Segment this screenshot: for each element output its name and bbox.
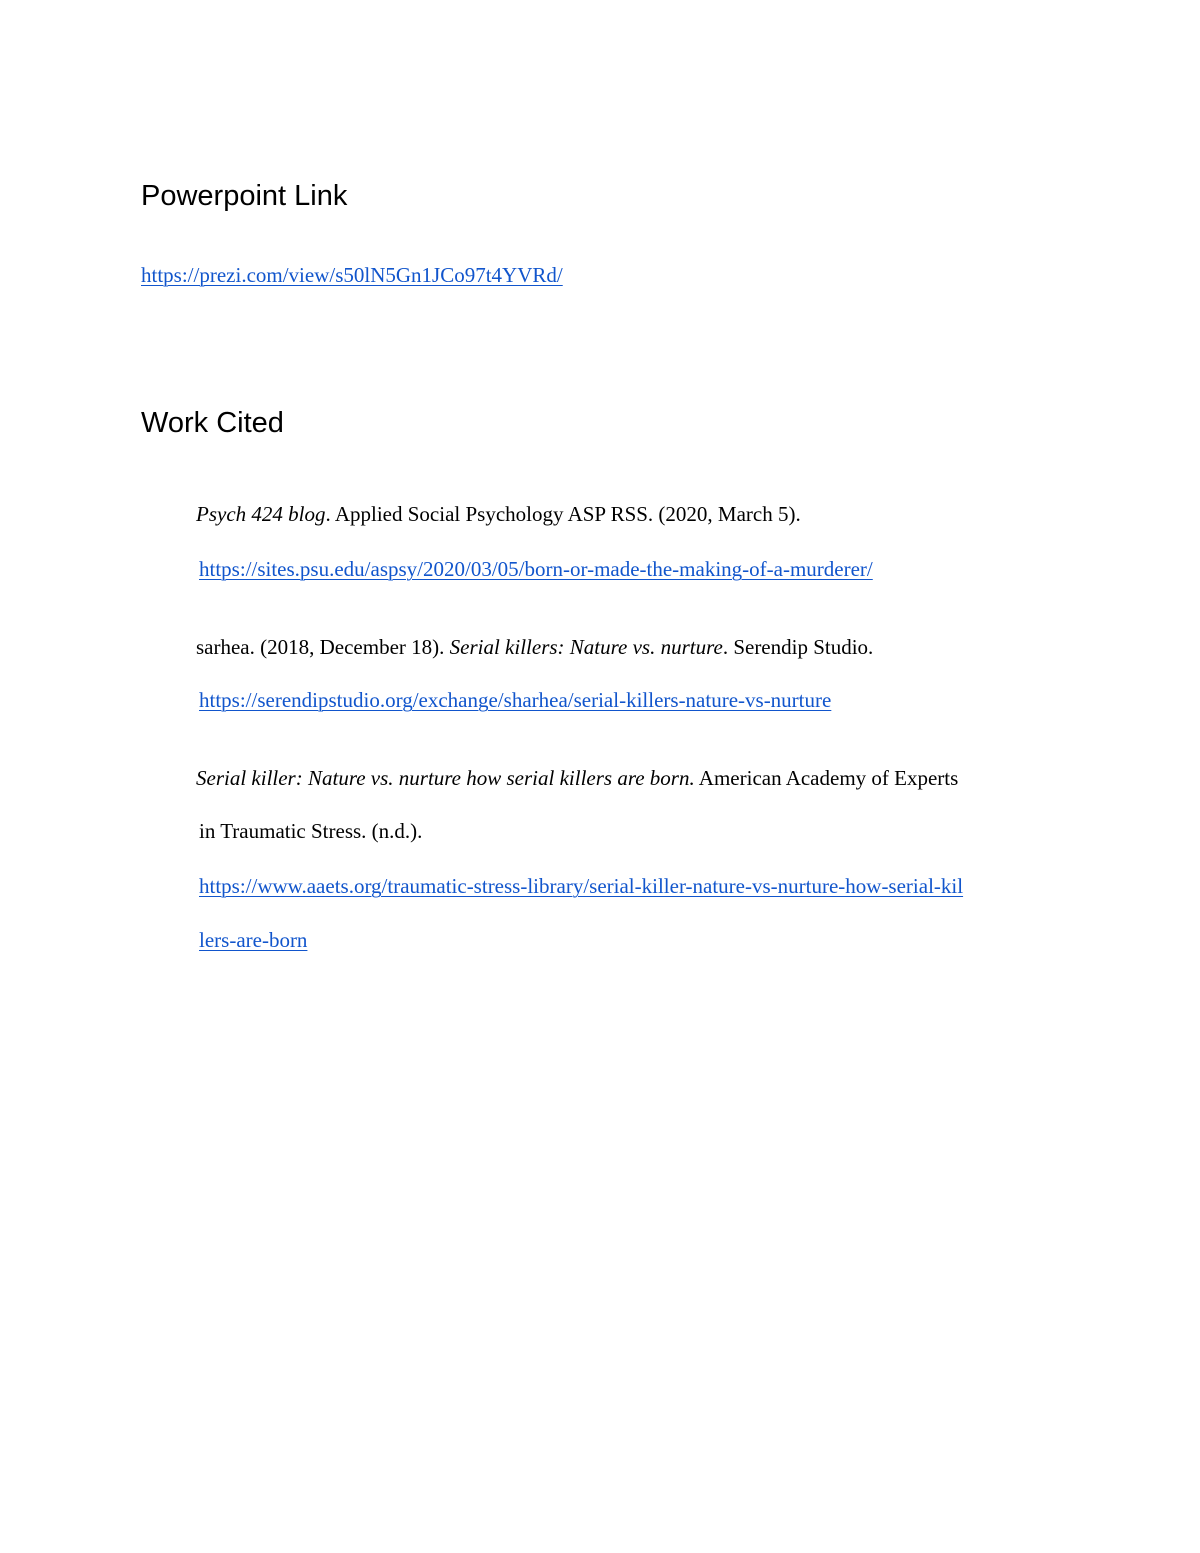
reference-2-url-line xyxy=(199,685,831,715)
reference-3-url-line-2 xyxy=(199,925,307,955)
work-cited-heading: Work Cited xyxy=(141,407,284,439)
reference-3-url-line-1 xyxy=(199,871,963,901)
reference-3-title: Serial killer: Nature vs. nurture how serial killers are born. xyxy=(196,766,695,790)
reference-2-details: . Serendip Studio. xyxy=(722,635,874,659)
reference-1-url-line xyxy=(199,554,873,584)
reference-1-details: . Applied Social Psychology ASP RSS. (2020, March 5). xyxy=(325,502,801,526)
reference-1-link[interactable]: https://sites.psu.edu/aspsy/2020/03/05/born-or-made-the-making-of-a-murderer/ xyxy=(199,557,873,581)
reference-3-link-part-2[interactable]: lers-are-born xyxy=(199,928,308,952)
powerpoint-heading: Powerpoint Link xyxy=(141,180,348,212)
prezi-link[interactable]: https://prezi.com/view/s50lN5Gn1JCo97t4YVRd/ xyxy=(141,263,563,287)
reference-3-details-line-2: in Traumatic Stress. (n.d.). xyxy=(199,819,423,843)
reference-3-details-line-1: American Academy of Experts xyxy=(694,766,959,790)
reference-2-title: Serial killers: Nature vs. nurture xyxy=(449,635,723,659)
reference-3-link-part-1[interactable]: https://www.aaets.org/traumatic-stress-library/serial-killer-nature-vs-nurture-how-serial-kil xyxy=(199,874,964,898)
reference-2-citation xyxy=(196,632,873,662)
reference-1-title: Psych 424 blog xyxy=(196,502,326,526)
reference-2-author-date: sarhea. (2018, December 18). xyxy=(196,635,450,659)
reference-2-link[interactable]: https://serendipstudio.org/exchange/sharhea/serial-killers-nature-vs-nurture xyxy=(199,688,832,712)
reference-3-citation xyxy=(196,763,958,793)
prezi-link-line xyxy=(141,260,563,290)
reference-1-citation xyxy=(196,499,801,529)
